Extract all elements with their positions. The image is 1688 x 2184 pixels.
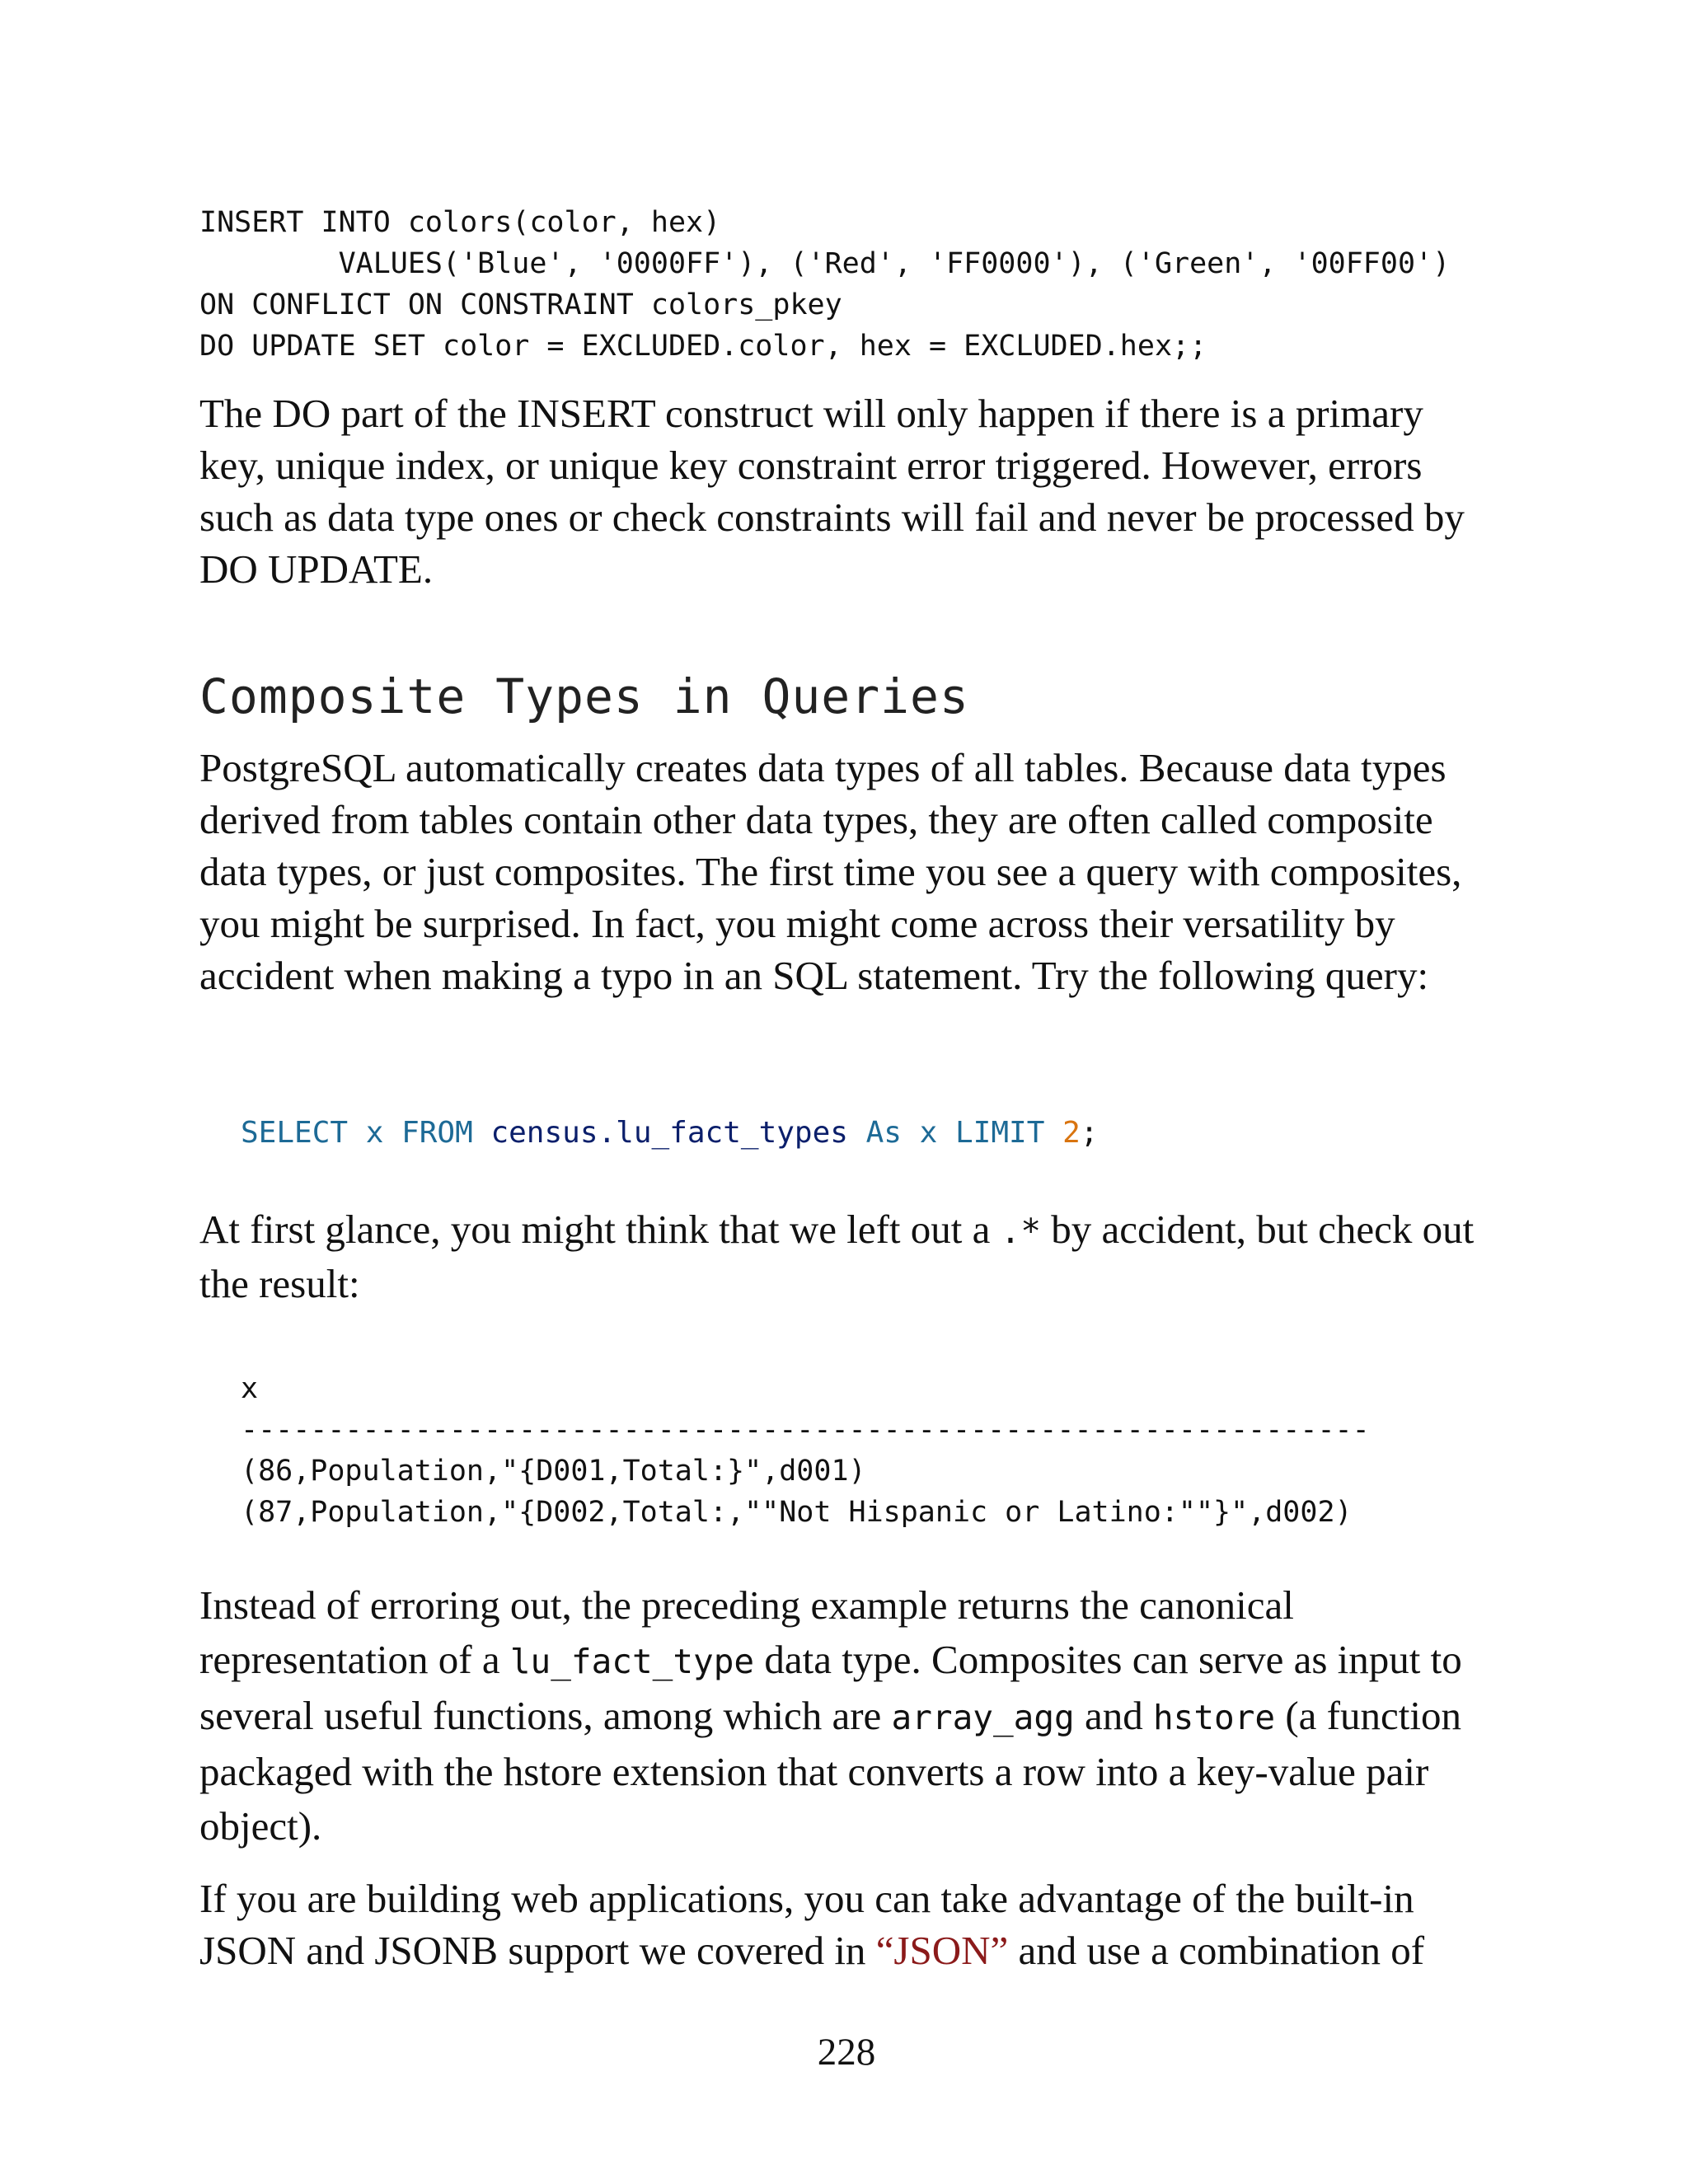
page-number: 228 [817,2031,876,2074]
keyword-from: FROM [401,1116,473,1150]
inline-code-lu-fact-type: lu_fact_type [509,1642,755,1681]
alias-x: x [348,1116,402,1150]
space [1044,1116,1062,1150]
code-block-query [241,1113,1098,1154]
paragraph-canonical [199,1578,1493,1854]
inline-code-array-agg: array_agg [891,1698,1075,1737]
code-line: INSERT INTO colors(color, hex) [199,206,721,239]
code-line: DO UPDATE SET color = EXCLUDED.color, hex = EXCLUDED.hex;; [199,330,1207,363]
result-row: (87,Population,"{D002,Total:,""Not Hispanic or Latino:""}",d002) [241,1496,1353,1529]
section-heading: Composite Types in Queries [199,668,969,724]
paragraph-composites-intro: PostgreSQL automatically creates data types of all tables. Because data types derived from tables contain other data types, they are often called composite data types, or just composites. The first time you see a query with composites, you might be surprised. In fact, you might come across their versatility by accident when making a typo in an SQL statement. Try the following query: [199,745,1462,998]
text: and [1074,1693,1153,1738]
link-json[interactable]: “JSON” [875,1928,1009,1973]
text: data type. Composites can serve as input to several useful functions, among which are [199,1637,1462,1738]
paragraph-do-part: The DO part of the INSERT construct will only happen if there is a primary key, unique index, or unique key constraint error triggered. However, errors such as data type ones or check constraints will fail and never be processed by DO UPDATE. [199,391,1465,592]
semicolon: ; [1080,1116,1099,1150]
code-block-upsert [199,202,1450,367]
result-row: (86,Population,"{D001,Total:}",d001) [241,1455,866,1488]
book-page [199,0,1493,2184]
text: (a function packaged with the hstore extension that converts a row into a key-value pair object). [199,1693,1461,1849]
table-name: census.lu_fact_types [472,1116,866,1150]
keyword-as: As [865,1116,902,1150]
keyword-select: SELECT [241,1116,349,1150]
result-header: x [241,1372,259,1405]
alias-x: x [901,1116,955,1150]
text: If you are building web applications, you can take advantage of the built-in JSON and JSONB support we covered in [199,1876,1414,1973]
paragraph-web-apps [199,1872,1493,1976]
inline-code-dot-star: .* [1000,1212,1042,1251]
result-separator: ----------------------------------------------------------------- [241,1413,1370,1446]
keyword-limit: LIMIT [955,1116,1045,1150]
text: by accident, but check out the result: [199,1207,1475,1306]
text: At first glance, you might think that we left out a [199,1207,1001,1252]
paragraph-first-glance [199,1203,1493,1310]
text: Instead of erroring out, the preceding example returns the canonical representation of a [199,1582,1294,1682]
code-line: VALUES('Blue', '0000FF'), ('Red', 'FF0000'), ('Green', '00FF00') [199,247,1451,280]
code-block-result [241,1368,1370,1533]
inline-code-hstore: hstore [1152,1698,1276,1737]
code-line: ON CONFLICT ON CONSTRAINT colors_pkey [199,288,842,321]
text: and use a combination of [1008,1928,1425,1973]
limit-number: 2 [1062,1116,1081,1150]
